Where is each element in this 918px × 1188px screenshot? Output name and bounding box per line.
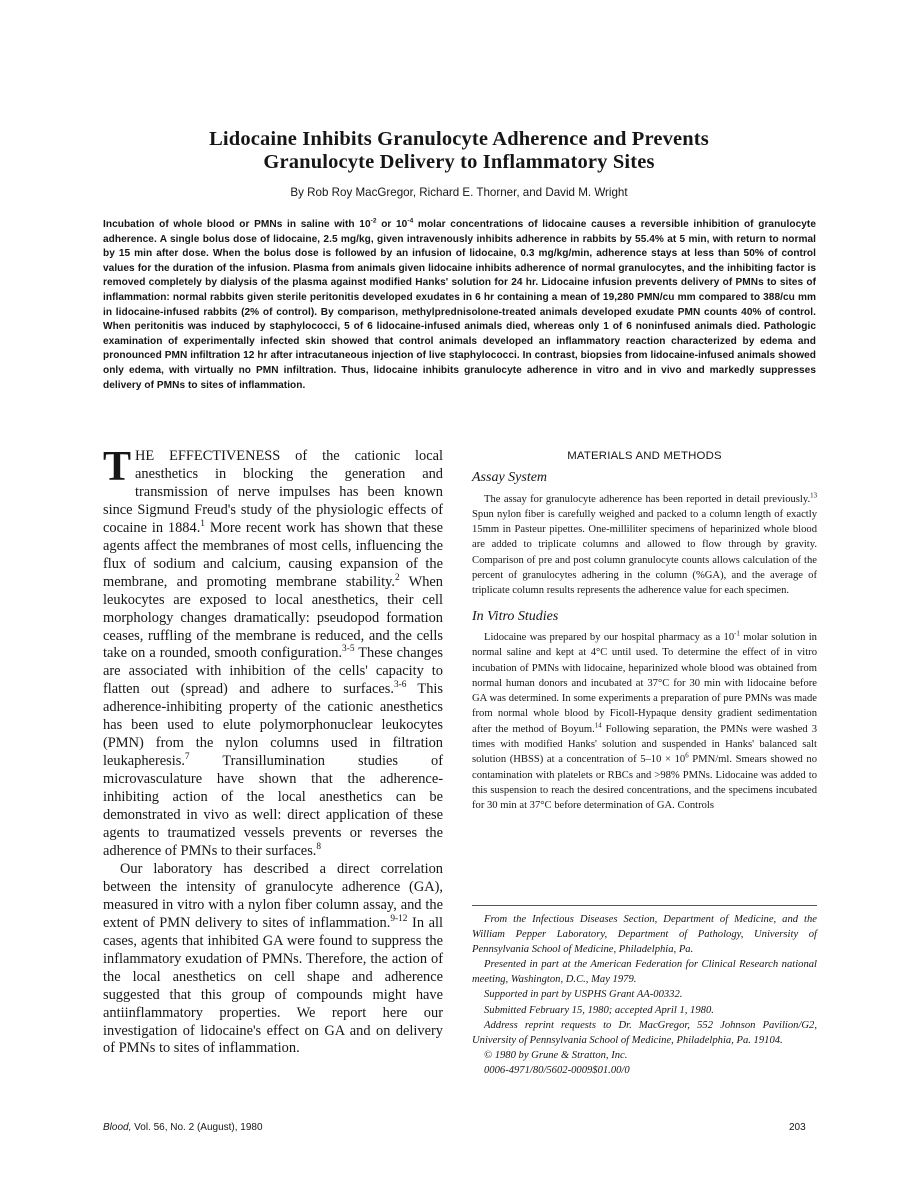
reference-marker: 14	[594, 722, 602, 730]
title-line-2: Granulocyte Delivery to Inflammatory Sites	[263, 151, 655, 173]
reference-marker: 7	[184, 752, 190, 763]
page-number: 203	[789, 1122, 806, 1133]
footnote-reprint-address: Address reprint requests to Dr. MacGregor, 552 Johnson Pavilion/G2, University of Pennsylvania School of Medicine, Philadelphia, Pa. 19104.	[472, 1019, 817, 1046]
footnote-dates: Submitted February 15, 1980; accepted April 1, 1980.	[484, 1004, 714, 1016]
exponent: -1	[734, 630, 740, 638]
footnote-copyright: © 1980 by Grune & Stratton, Inc.	[484, 1049, 628, 1061]
reference-marker: 13	[810, 492, 817, 500]
footnote-support: Supported in part by USPHS Grant AA-00332.	[484, 989, 683, 1001]
footnote-divider	[472, 905, 817, 906]
exponent: -2	[370, 217, 377, 225]
body-text: Spun nylon fiber is carefully weighed and packed to a column length of exactly 15mm in Pasteur pipettes. One-milliliter specimens of heparinized whole blood are added to triplicate columns and allowed to flow through by gravity. Comparison of pre and post column granulocyte counts allows calculation of the percent of granulocytes adhering in the column (%GA), and the average of triplicate column results represents the adherence value for each specimen.	[472, 508, 817, 597]
footnotes	[472, 912, 817, 1078]
article-title	[100, 128, 818, 174]
journal-citation	[103, 1122, 263, 1133]
subsection-heading-assay: Assay System	[472, 470, 548, 486]
author-byline: By Rob Roy MacGregor, Richard E. Thorner, and David M. Wright	[290, 186, 628, 199]
body-text: of the cationic local anesthetics in blocking the generation and transmission of nerve impulses has been known since Sigmund Freud's study of the physiologic effects of cocaine in 1884.	[103, 448, 444, 536]
journal-name: Blood,	[103, 1122, 132, 1133]
drop-cap: T	[103, 444, 132, 490]
introduction-column	[103, 444, 444, 1058]
footnote-code: 0006-4971/80/5602-0009$01.00/0	[484, 1064, 630, 1076]
body-text: These changes are associated with inhibition of the cells' capacity to flatten out (spread) and adhere to surfaces.	[103, 645, 443, 698]
section-heading: MATERIALS AND METHODS	[567, 450, 722, 462]
body-text: Our laboratory has described a direct correlation between the intensity of granulocyte adherence (GA), measured in vitro with a nylon fiber column assay, and the extent of PMN delivery to sites of inflammation.	[103, 860, 443, 931]
body-text: When leukocytes are exposed to local anesthetics, their cell morphology changes dramatically: pseudopod formation ceases, ruffling of the membrane is reduced, and the cells take on a rounded, smooth configuration.	[103, 573, 443, 662]
invitro-paragraph	[472, 630, 817, 814]
lead-in: HE EFFECTIVENESS	[135, 448, 281, 464]
assay-paragraph	[472, 492, 817, 599]
body-text: Transillumination studies of microvasculature have shown that the adherence-inhibiting action of the local anesthetics can be demonstrated in vivo as well: direct application of these agents to traumatized vessels prevents or reverses the adherence of PMNs to their surfaces.	[103, 753, 443, 859]
body-text: Lidocaine was prepared by our hospital pharmacy as a 10	[484, 631, 735, 643]
body-text: molar solution in normal saline and kept at 4°C until used. To determine the effect of in vitro incubation of PMNs with lidocaine, heparinized whole blood was obtained from normal human donors and incubated at 37°C for 30 min with lidocaine before GA was determined. In some experiments a preparation of pure PMNs was made from normal whole blood by Ficoll-Hypaque density gradient sedimentation after the method of Boyum.	[472, 631, 817, 735]
reference-marker: 9-12	[390, 913, 408, 924]
body-text: The assay for granulocyte adherence has been reported in detail previously.	[484, 493, 811, 505]
title-line-1: Lidocaine Inhibits Granulocyte Adherence and Prevents	[209, 128, 709, 150]
intro-paragraph-2	[103, 861, 443, 1058]
abstract-text: or 10	[376, 219, 408, 230]
body-text: In all cases, agents that inhibited GA were found to suppress the inflammatory exudation of PMNs. Therefore, the action of the local anesthetics on cell shape and adherence suggested that this group of compounds might have antiinflammatory properties. We report here our investigation of lidocaine's effect on GA and on delivery of PMNs to sites of inflammation.	[103, 914, 443, 1057]
abstract-text: Incubation of whole blood or PMNs in saline with 10	[103, 219, 371, 230]
reference-marker: 8	[316, 842, 322, 853]
body-text: More recent work has shown that these agents affect the membranes of most cells, influencing the flux of sodium and calcium, causing expansion of the membrane, and promoting membrane stability.	[103, 519, 443, 590]
reference-marker: 3-6	[393, 680, 407, 691]
subsection-heading-invitro: In Vitro Studies	[472, 608, 559, 624]
body-text: PMN/ml. Smears showed no contamination with platelets or RBCs and >98% PMNs. Lidocaine was added to this suspension to reach the desired concentrations, and the specimens incubated for 30 min at 37°C before determination of GA. Controls	[472, 754, 817, 812]
reference-marker: 3-5	[342, 644, 355, 655]
body-text: This adherence-inhibiting property of the cationic anesthetics has been used to elute polymorphonuclear leukocytes (PMN) from the nylon columns used in filtration leukapheresis.	[103, 681, 443, 770]
intro-paragraph-1	[103, 444, 444, 861]
reference-marker: 2	[394, 572, 400, 583]
footnote-affiliation: From the Infectious Diseases Section, Department of Medicine, and the William Pepper Laboratory, Department of Pathology, University of Pennsylvania School of Medicine, Philadelphia, Pa.	[472, 914, 817, 956]
reference-marker: 1	[200, 519, 205, 530]
footnote-presented: Presented in part at the American Federation for Clinical Research national meeting, Washington, D.C., May 1979.	[472, 959, 817, 986]
journal-issue: Vol. 56, No. 2 (August), 1980	[131, 1122, 263, 1133]
abstract	[103, 218, 816, 393]
methods-column	[472, 449, 817, 814]
exponent: 6	[685, 752, 689, 760]
abstract-text: molar concentrations of lidocaine causes a reversible inhibition of granulocyte adherence. A single bolus dose of lidocaine, 2.5 mg/kg, given intravenously inhibits adherence in rabbits by 55.4% at 5 min, with return to normal by 15 min after dose. When the bolus dose is followed by an infusion of lidocaine, 0.3 mg/kg/min, adherence stays at less than 50% of control values for the duration of the infusion. Plasma from animals given lidocaine inhibits adherence of normal granulocytes, and the inhibiting factor is removed completely by dialysis of the plasma against modified Hanks' solution for 24 hr. Lidocaine infusion prevents delivery of PMNs to sites of inflammation: normal rabbits given sterile peritonitis developed exudates in 6 hr containing a mean of 19,280 PMN/cu mm compared to 388/cu mm in lidocaine-infused rabbits (2% of control). By comparison, methylprednisolone-treated animals developed exudate PMN counts 40% of control. When peritonitis was induced by staphylococci, 5 of 6 lidocaine-infused animals died, whereas only 1 of 6 noninfused animals died. Pathologic examination of experimentally infected skin showed that control animals developed an inflammatory reaction characterized by edema and pronounced PMN infiltration 12 hr after intracutaneous injection of live staphylococci. In contrast, biopsies from lidocaine-infused animals showed only edema, with virtually no PMN infiltration. Thus, lidocaine inhibits granulocyte adherence in vitro and in vivo and markedly suppresses delivery of PMNs to sites of inflammation.	[103, 219, 816, 391]
exponent: -4	[407, 217, 414, 225]
body-text: Following separation, the PMNs were washed 3 times with modified Hanks' solution and suspended in Hanks' balanced salt solution (HBSS) at a concentration of 5–10 × 10	[472, 723, 817, 766]
